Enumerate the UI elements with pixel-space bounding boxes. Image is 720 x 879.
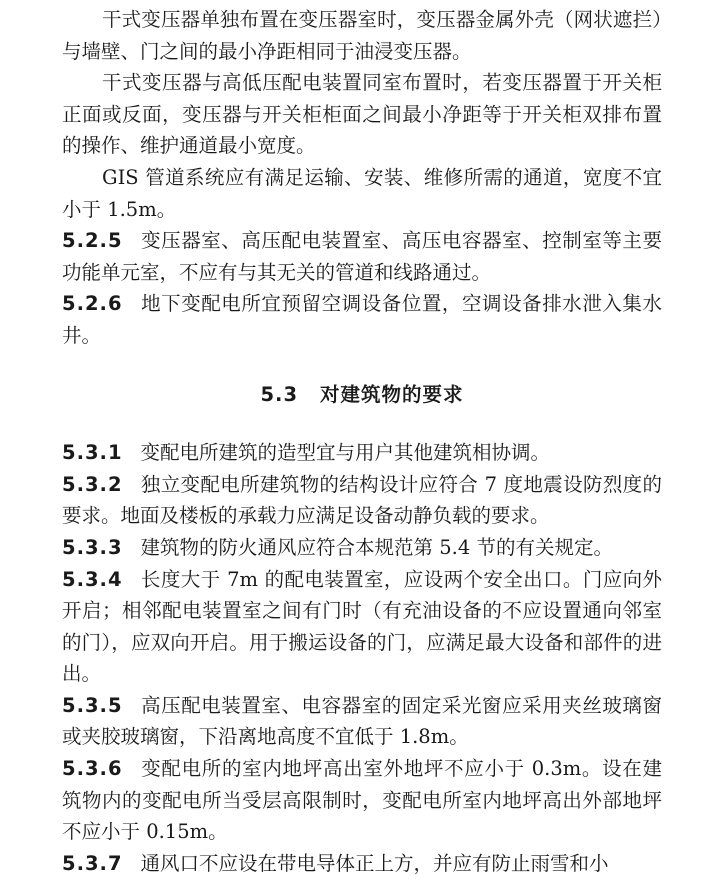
section-number: 5.3 <box>260 382 299 406</box>
clause-number: 5.3.3 <box>62 535 123 559</box>
clause-5-3-7 <box>62 848 662 879</box>
clause-number: 5.3.4 <box>62 567 123 591</box>
clause-number: 5.3.7 <box>62 851 123 875</box>
clause-number: 5.2.6 <box>62 292 123 316</box>
clause-number: 5.3.5 <box>62 693 123 717</box>
clause-5-2-5 <box>62 225 662 288</box>
clause-5-3-2 <box>62 469 662 532</box>
clause-5-3-5 <box>62 690 662 753</box>
document-page <box>62 4 662 879</box>
clause-text: 长度大于 7m 的配电装置室，应设两个安全出口。门应向外开启；相邻配电装置室之间有门时（有充油设备的不应设置通向邻室的门），应双向开启。用于搬运设备的门，应满足最大设备和部件的进出。 <box>62 567 662 686</box>
section-heading <box>62 379 662 411</box>
clause-text: 变压器室、高压配电装置室、高压电容器室、控制室等主要功能单元室，不应有与其无关的管道和线路通过。 <box>62 229 662 284</box>
clause-text: 变配电所的室内地坪高出室外地坪不应小于 0.3m。设在建筑物内的变配电所当受层高限制时，变配电所室内地坪高出外部地坪不应小于 0.15m。 <box>62 757 662 844</box>
clause-number: 5.2.5 <box>62 229 123 253</box>
paragraph-dry-transformer-same-room: 干式变压器与高低压配电装置同室布置时，若变压器置于开关柜正面或反面，变压器与开关柜柜面之间最小净距等于开关柜双排布置的操作、维护通道最小宽度。 <box>62 71 662 158</box>
clause-text: 通风口不应设在带电导体正上方，并应有防止雨雪和小 <box>140 851 609 875</box>
clause-number: 5.3.1 <box>62 441 123 465</box>
clause-5-3-3 <box>62 532 662 564</box>
clause-number: 5.3.6 <box>62 757 123 781</box>
clause-number: 5.3.2 <box>62 472 123 496</box>
clause-text: 建筑物的防火通风应符合本规范第 5.4 节的有关规定。 <box>140 535 613 559</box>
clause-text: 高压配电装置室、电容器室的固定采光窗应采用夹丝玻璃窗或夹胶玻璃窗，下沿离地高度不宜低于 1.8m。 <box>62 693 662 749</box>
paragraph-gis-passage: GIS 管道系统应有满足运输、安装、维修所需的通道，宽度不宜小于 1.5m。 <box>62 165 662 221</box>
clause-5-3-4 <box>62 564 662 690</box>
clause-text: 独立变配电所建筑物的结构设计应符合 7 度地震设防烈度的要求。地面及楼板的承载力应满足设备动静负载的要求。 <box>62 472 662 528</box>
clause-5-3-6 <box>62 753 662 848</box>
clause-text: 变配电所建筑的造型宜与用户其他建筑相协调。 <box>140 441 551 465</box>
clause-5-2-6 <box>62 288 662 351</box>
clause-5-3-1 <box>62 437 662 469</box>
paragraph-dry-transformer-separate: 干式变压器单独布置在变压器室时，变压器金属外壳（网状遮拦）与墙壁、门之间的最小净距相同于油浸变压器。 <box>62 8 662 63</box>
section-title: 对建筑物的要求 <box>320 382 464 406</box>
clause-text: 地下变配电所宜预留空调设备位置，空调设备排水泄入集水井。 <box>62 292 662 347</box>
